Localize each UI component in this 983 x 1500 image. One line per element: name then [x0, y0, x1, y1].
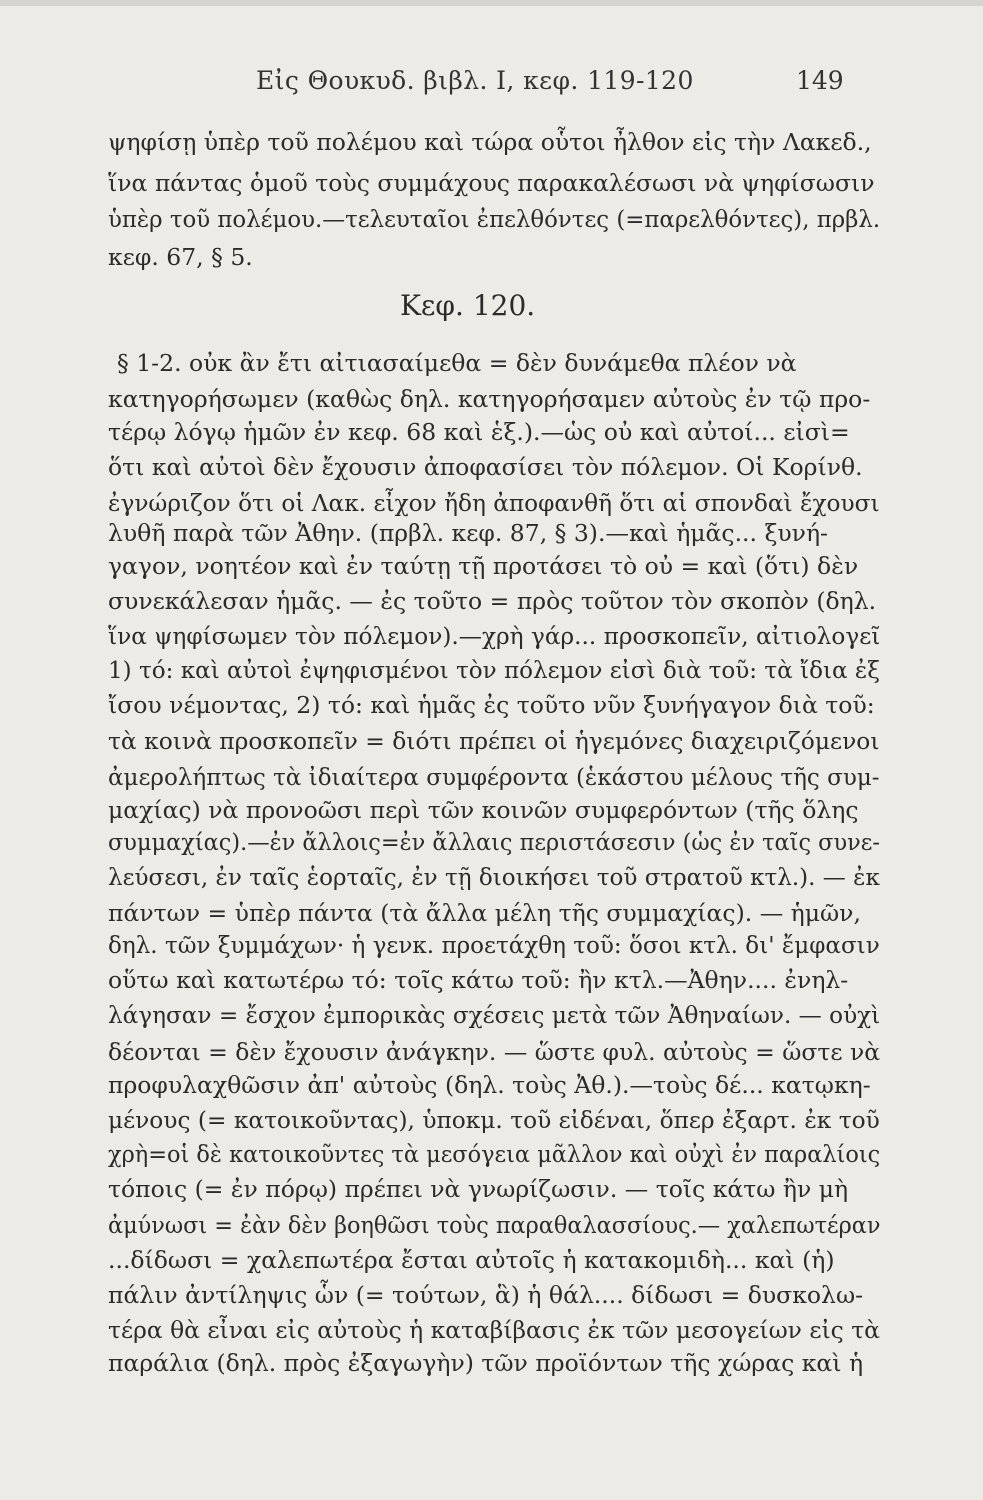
- text-line: § 1-2. οὐκ ἂν ἔτι αἰτιασαίμεθα = δὲν δυνάμεθα πλέον νὰ: [117, 349, 797, 377]
- text-line: τέρα θὰ εἶναι εἰς αὐτοὺς ἡ καταβίβασις ἐκ τῶν μεσογείων εἰς τὰ: [108, 1316, 880, 1344]
- text-line: γαγον, νοητέον καὶ ἐν ταύτῃ τῇ προτάσει τὸ οὐ = καὶ (ὅτι) δὲν: [108, 552, 859, 580]
- text-line: κατηγορήσωμεν (καθὼς δηλ. κατηγορήσαμεν αὐτοὺς ἐν τῷ προ-: [108, 385, 871, 413]
- page-top-edge: [0, 0, 983, 6]
- running-head: Εἰς Θουκυδ. βιβλ. I, κεφ. 119-120: [256, 66, 694, 95]
- text-line: μαχίας) νὰ προνοῶσι περὶ τῶν κοινῶν συμφερόντων (τῆς ὅλης: [108, 796, 859, 824]
- text-line: συμμαχίας).—ἐν ἄλλοις=ἐν ἄλλαις περιστάσεσιν (ὡς ἐν ταῖς συνε-: [108, 828, 880, 856]
- text-line: ...δίδωσι = χαλεπωτέρα ἔσται αὐτοῖς ἡ κατακομιδὴ... καὶ (ἡ): [108, 1246, 835, 1274]
- text-line: ἵνα πάντας ὁμοῦ τοὺς συμμάχους παρακαλέσωσι νὰ ψηφίσωσιν: [108, 169, 875, 197]
- text-line: ὑπὲρ τοῦ πολέμου.—τελευταῖοι ἐπελθόντες (=παρελθόντες), πρβλ.: [108, 205, 881, 233]
- text-line: ἀμερολήπτως τὰ ἰδιαίτερα συμφέροντα (ἑκάστου μέλους τῆς συμ-: [108, 763, 880, 791]
- text-line: δηλ. τῶν ξυμμάχων· ἡ γενκ. προετάχθη τοῦ: ὅσοι κτλ. δι' ἔμφασιν: [108, 931, 880, 959]
- text-line: πάλιν ἀντίληψις ὧν (= τούτων, ἃ) ἡ θάλ.... δίδωσι = δυσκολω-: [108, 1281, 864, 1309]
- text-line: πάντων = ὑπὲρ πάντα (τὰ ἄλλα μέλη τῆς συμμαχίας). — ἡμῶν,: [108, 899, 861, 927]
- text-line: τόποις (= ἐν πόρῳ) πρέπει νὰ γνωρίζωσιν. — τοῖς κάτω ἢν μὴ: [108, 1175, 849, 1203]
- text-line: λυθῆ παρὰ τῶν Ἀθην. (πρβλ. κεφ. 87, § 3).—καὶ ἡμᾶς... ξυνή-: [108, 519, 828, 547]
- text-line: ἵνα ψηφίσωμεν τὸν πόλεμον).—χρὴ γάρ... προσκοπεῖν, αἰτιολογεῖ: [108, 622, 881, 650]
- text-line: 1) τό: καὶ αὐτοὶ ἐψηφισμένοι τὸν πόλεμον εἰσὶ διὰ τοῦ: τὰ ἴδια ἐξ: [108, 656, 880, 684]
- text-line: ἀμύνωσι = ἐὰν δὲν βοηθῶσι τοὺς παραθαλασσίους.— χαλεπωτέραν: [108, 1211, 881, 1239]
- text-line: δέονται = δὲν ἔχουσιν ἀνάγκην. — ὥστε φυλ. αὐτοὺς = ὥστε νὰ: [108, 1038, 881, 1066]
- text-line: συνεκάλεσαν ἡμᾶς. — ἐς τοῦτο = πρὸς τοῦτον τὸν σκοπὸν (δηλ.: [108, 587, 877, 615]
- text-line: ἐγνώριζον ὅτι οἱ Λακ. εἶχον ἤδη ἀποφανθῆ ὅτι αἱ σπονδαὶ ἔχουσι: [108, 489, 880, 517]
- text-line: λάγησαν = ἔσχον ἐμπορικὰς σχέσεις μετὰ τῶν Ἀθηναίων. — οὐχὶ: [108, 1001, 881, 1029]
- text-line: τέρῳ λόγῳ ἡμῶν ἐν κεφ. 68 καὶ ἑξ.).—ὡς οὐ καὶ αὐτοί... εἰσὶ=: [108, 418, 850, 446]
- text-line: μένους (= κατοικοῦντας), ὑποκμ. τοῦ εἰδέναι, ὅπερ ἐξαρτ. ἐκ τοῦ: [108, 1106, 880, 1134]
- text-line: κεφ. 67, § 5.: [108, 243, 253, 271]
- text-line: χρὴ=οἱ δὲ κατοικοῦντες τὰ μεσόγεια μᾶλλον καὶ οὐχὶ ἐν παραλίοις: [108, 1140, 881, 1168]
- text-line: ἴσου νέμοντας, 2) τό: καὶ ἡμᾶς ἐς τοῦτο νῦν ξυνήγαγον διὰ τοῦ:: [108, 691, 875, 719]
- text-line: προφυλαχθῶσιν ἀπ' αὐτοὺς (δηλ. τοὺς Ἀθ.).—τοὺς δέ... κατῳκη-: [108, 1071, 871, 1099]
- text-line: ψηφίσῃ ὑπὲρ τοῦ πολέμου καὶ τώρα οὗτοι ἦλθον εἰς τὴν Λακεδ.,: [108, 128, 872, 156]
- section-title: Κεφ. 120.: [400, 289, 536, 322]
- text-line: οὕτω καὶ κατωτέρω τό: τοῖς κάτω τοῦ: ἢν κτλ.—Ἀθην.... ἐνηλ-: [108, 966, 849, 994]
- text-line: παράλια (δηλ. πρὸς ἐξαγωγὴν) τῶν προϊόντων τῆς χώρας καὶ ἡ: [108, 1349, 864, 1377]
- text-line: τὰ κοινὰ προσκοπεῖν = διότι πρέπει οἱ ἡγεμόνες διαχειριζόμενοι: [108, 727, 880, 755]
- text-line: λεύσεσι, ἐν ταῖς ἑορταῖς, ἐν τῇ διοικήσει τοῦ στρατοῦ κτλ.). — ἐκ: [108, 863, 880, 891]
- text-line: ὅτι καὶ αὐτοὶ δὲν ἔχουσιν ἀποφασίσει τὸν πόλεμον. Οἱ Κορίνθ.: [108, 453, 863, 481]
- page-number: 149: [796, 66, 844, 95]
